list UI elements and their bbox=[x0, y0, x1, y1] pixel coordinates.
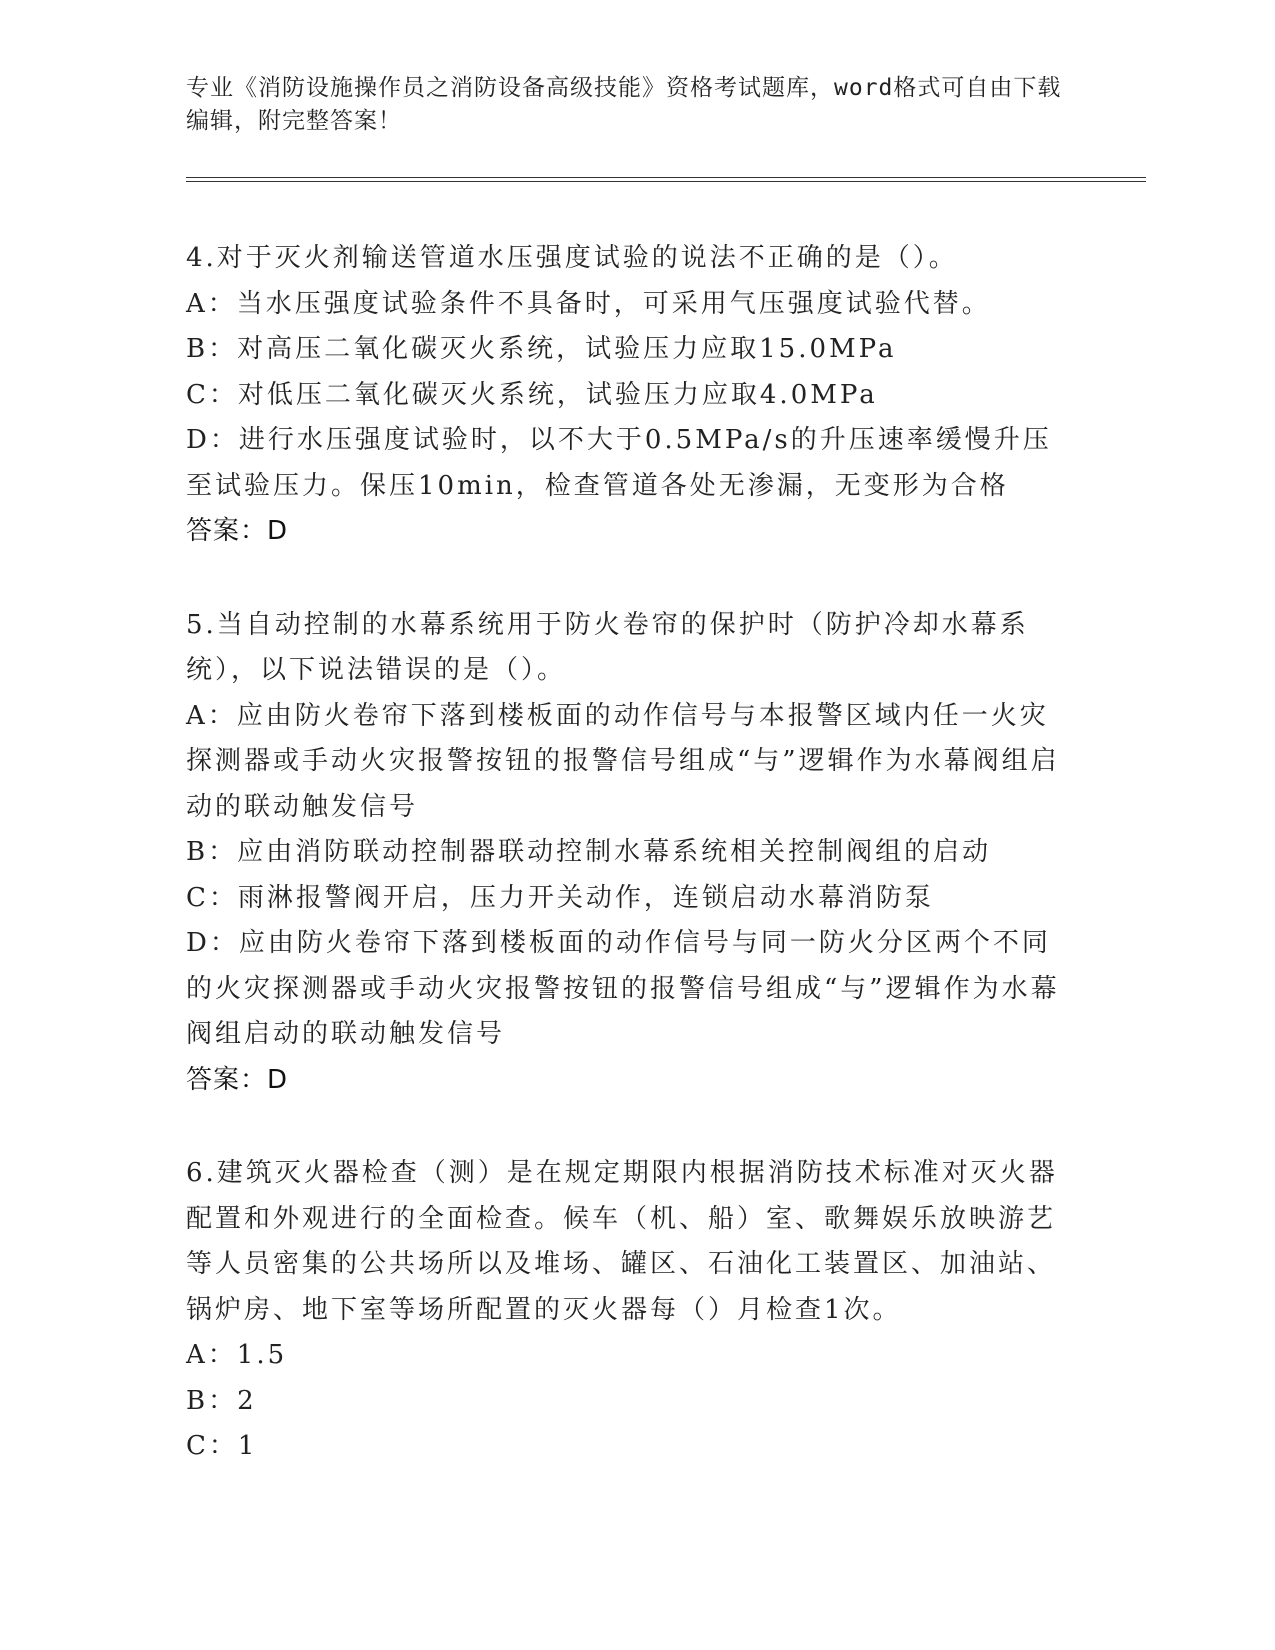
header-divider-top bbox=[186, 177, 1146, 178]
option-b: B：应由消防联动控制器联动控制水幕系统相关控制阀组的启动 bbox=[186, 837, 992, 867]
question-stem: 4.对于灭火剂输送管道水压强度试验的说法不正确的是（）。 bbox=[186, 243, 958, 273]
option-c: C：对低压二氧化碳灭火系统，试验压力应取4.0MPa bbox=[186, 379, 878, 410]
option-c: C：1 bbox=[186, 1431, 258, 1461]
question-stem: 6.建筑灭火器检查（测）是在规定期限内根据消防技术标准对灭火器配置和外观进行的全面检查。候车（机、船）室、歌舞娱乐放映游艺等人员密集的公共场所以及堆场、罐区、石油化工装置区、加油站、锅炉房、地下室等场所配置的灭火器每（）月检查1次。 bbox=[186, 1158, 1058, 1325]
answer-text: 答案：D bbox=[186, 516, 289, 546]
option-a: A：1.5 bbox=[186, 1340, 288, 1370]
option-a: A：应由防火卷帘下落到楼板面的动作信号与本报警区域内任一火灾探测器或手动火灾报警按钮的报警信号组成“与”逻辑作为水幕阀组启动的联动触发信号 bbox=[186, 700, 1060, 822]
option-b: B：对高压二氧化碳灭火系统，试验压力应取15.0MPa bbox=[186, 334, 897, 364]
answer-text: 答案：D bbox=[186, 1064, 289, 1095]
question-4 bbox=[186, 236, 1076, 555]
option-d: D：进行水压强度试验时，以不大于0.5MPa/s的升压速率缓慢升压至试验压力。保压10min，检查管道各处无渗漏，无变形为合格 bbox=[186, 425, 1052, 501]
option-c: C：雨淋报警阀开启，压力开关动作，连锁启动水幕消防泵 bbox=[186, 882, 934, 913]
question-list bbox=[186, 236, 1076, 1518]
document-header-text: 专业《消防设施操作员之消防设备高级技能》资格考试题库，word格式可自由下载编辑，附完整答案！ bbox=[186, 75, 1062, 134]
header-divider-bottom bbox=[186, 181, 1146, 182]
option-d: D：应由防火卷帘下落到楼板面的动作信号与同一防火分区两个不同的火灾探测器或手动火灾报警按钮的报警信号组成“与”逻辑作为水幕阀组启动的联动触发信号 bbox=[186, 928, 1060, 1049]
option-b: B：2 bbox=[186, 1385, 257, 1416]
question-6 bbox=[186, 1151, 1076, 1470]
option-a: A：当水压强度试验条件不具备时，可采用气压强度试验代替。 bbox=[186, 288, 991, 319]
question-5 bbox=[186, 603, 1076, 1104]
question-stem: 5.当自动控制的水幕系统用于防火卷帘的保护时（防护冷却水幕系统），以下说法错误的是（）。 bbox=[186, 609, 1029, 685]
